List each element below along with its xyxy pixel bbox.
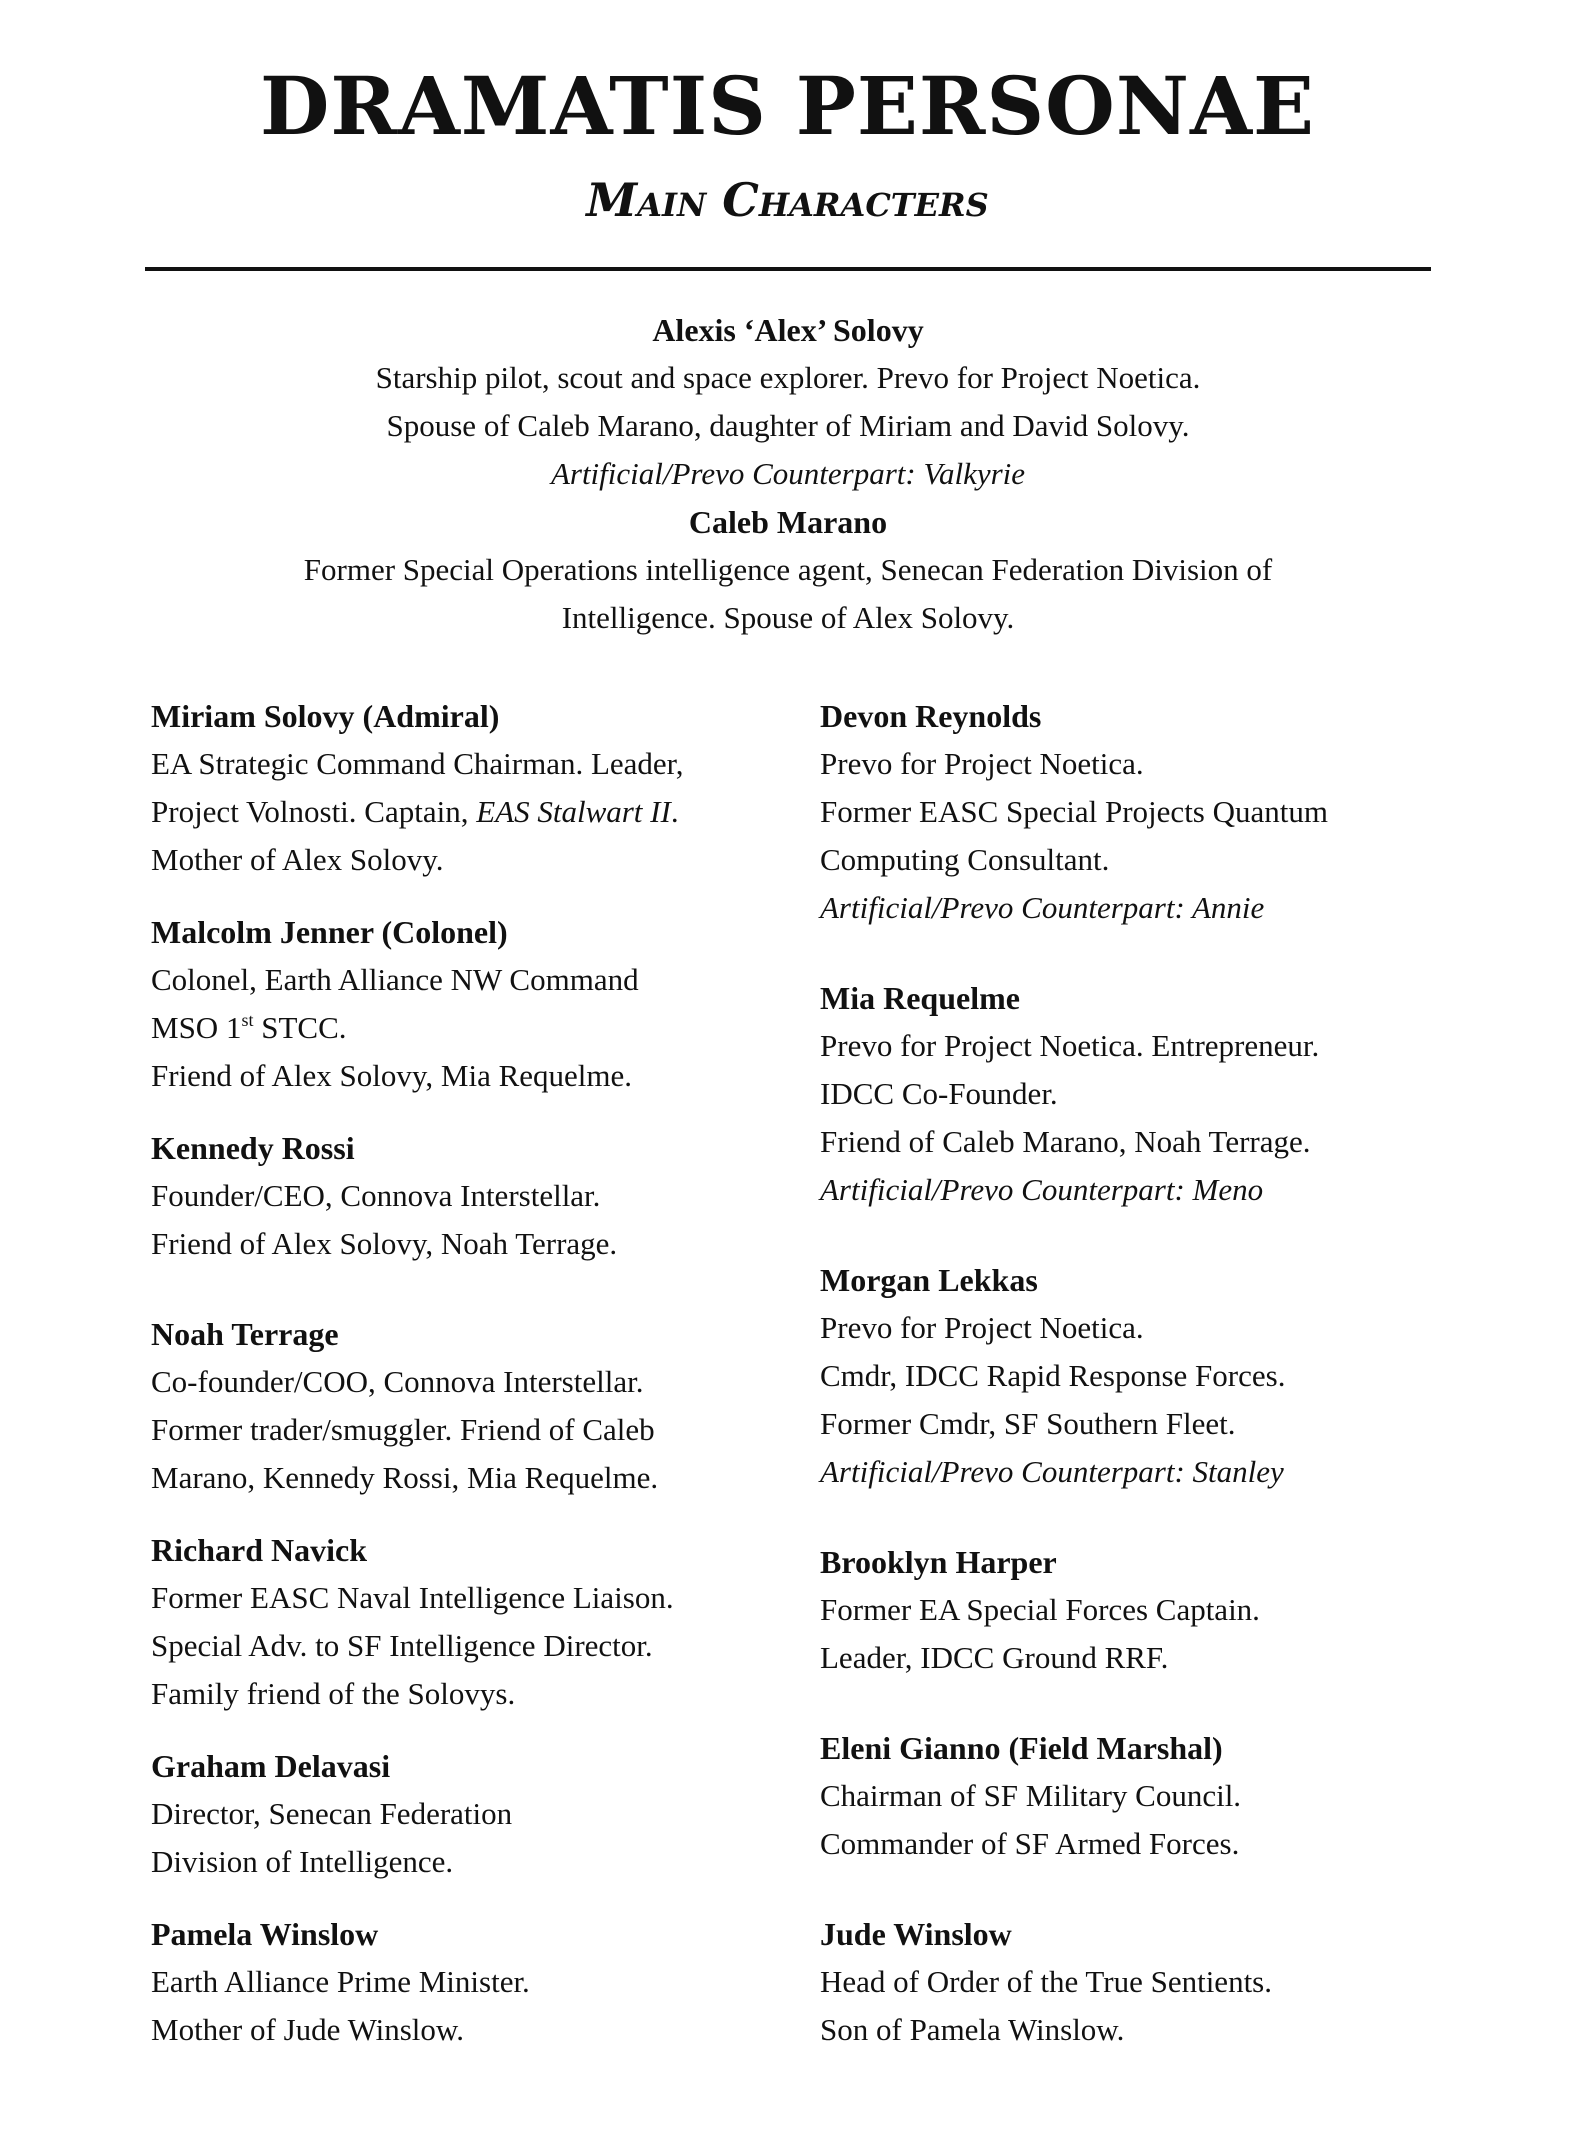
character-line: Intelligence. Spouse of Alex Solovy. (561, 600, 1015, 635)
character-line: Spouse of Caleb Marano, daughter of Miriam and David Solovy. (386, 408, 1190, 443)
character-line: EA Strategic Command Chairman. Leader, (151, 746, 684, 781)
character-line: Marano, Kennedy Rossi, Mia Requelme. (151, 1460, 659, 1495)
character-entry (820, 1256, 1440, 1496)
character-line: Cmdr, IDCC Rapid Response Forces. (820, 1358, 1286, 1393)
character-line: Former EASC Special Projects Quantum (820, 794, 1328, 829)
character-name: Pamela Winslow (151, 1916, 379, 1952)
character-line-text: STCC. (253, 1010, 347, 1045)
character-name: Caleb Marano (688, 504, 888, 540)
character-line-text: MSO 1 (151, 1010, 242, 1045)
character-name: Devon Reynolds (820, 698, 1042, 734)
ship-name: EAS Stalwart II (476, 794, 671, 829)
character-line: Co-founder/COO, Connova Interstellar. (151, 1364, 644, 1399)
character-entry (151, 1910, 791, 2054)
character-line: Friend of Alex Solovy, Noah Terrage. (151, 1226, 618, 1261)
character-line: Former Special Operations intelligence agent, Senecan Federation Division of (303, 552, 1273, 587)
character-name: Graham Delavasi (151, 1748, 391, 1784)
character-counterpart: Artificial/Prevo Counterpart: Annie (820, 890, 1265, 925)
character-counterpart: Artificial/Prevo Counterpart: Stanley (820, 1454, 1284, 1489)
character-line: Former trader/smuggler. Friend of Caleb (151, 1412, 655, 1447)
character-name: Brooklyn Harper (820, 1544, 1057, 1580)
character-name: Richard Navick (151, 1532, 367, 1568)
character-line: Founder/CEO, Connova Interstellar. (151, 1178, 601, 1213)
character-line: Mother of Jude Winslow. (151, 2012, 465, 2047)
ordinal-superscript: st (241, 1010, 254, 1030)
character-line-text: Project Volnosti. Captain, (151, 794, 477, 829)
character-entry (151, 1526, 791, 1718)
character-name: Morgan Lekkas (820, 1262, 1038, 1298)
character-line: Commander of SF Armed Forces. (820, 1826, 1240, 1861)
character-line: Leader, IDCC Ground RRF. (820, 1640, 1169, 1675)
character-name: Jude Winslow (820, 1916, 1012, 1952)
character-name: Mia Requelme (820, 980, 1020, 1016)
character-entry (820, 692, 1440, 932)
character-entry (151, 908, 791, 1100)
character-line: Earth Alliance Prime Minister. (151, 1964, 530, 1999)
character-line: Friend of Caleb Marano, Noah Terrage. (820, 1124, 1311, 1159)
character-line: Prevo for Project Noetica. Entrepreneur. (820, 1028, 1320, 1063)
character-line: Head of Order of the True Sentients. (820, 1964, 1272, 1999)
character-line: Friend of Alex Solovy, Mia Requelme. (151, 1058, 633, 1093)
character-counterpart: Artificial/Prevo Counterpart: Meno (820, 1172, 1264, 1207)
character-line: Son of Pamela Winslow. (820, 2012, 1125, 2047)
page-title: DRAMATIS PERSONAE (259, 59, 1315, 153)
character-line: Prevo for Project Noetica. (820, 1310, 1144, 1345)
character-name: Alexis ‘Alex’ Solovy (652, 312, 924, 348)
character-line: Mother of Alex Solovy. (151, 842, 444, 877)
character-line: Family friend of the Solovys. (151, 1676, 516, 1711)
character-name: Eleni Gianno (Field Marshal) (820, 1730, 1223, 1766)
character-entry (820, 1538, 1440, 1682)
character-name: Malcolm Jenner (Colonel) (151, 914, 508, 950)
character-entry (820, 974, 1440, 1214)
character-entry (151, 1310, 791, 1502)
character-line: Starship pilot, scout and space explorer. Prevo for Project Noetica. (375, 360, 1201, 395)
character-entry (151, 1124, 791, 1268)
character-line: Former Cmdr, SF Southern Fleet. (820, 1406, 1236, 1441)
left-character-column (151, 692, 791, 2054)
main-characters-block (145, 306, 1431, 642)
character-name: Kennedy Rossi (151, 1130, 355, 1166)
character-line: IDCC Co-Founder. (820, 1076, 1058, 1111)
title-divider (145, 267, 1431, 271)
character-line: Colonel, Earth Alliance NW Command (151, 962, 639, 997)
character-name: Miriam Solovy (Admiral) (151, 698, 500, 734)
character-line: Former EA Special Forces Captain. (820, 1592, 1260, 1627)
character-line: Former EASC Naval Intelligence Liaison. (151, 1580, 674, 1615)
character-line: Computing Consultant. (820, 842, 1110, 877)
character-line (151, 788, 791, 836)
character-line: Director, Senecan Federation (151, 1796, 513, 1831)
character-line: Chairman of SF Military Council. (820, 1778, 1242, 1813)
character-name: Noah Terrage (151, 1316, 339, 1352)
character-line: Special Adv. to SF Intelligence Director. (151, 1628, 653, 1663)
ship-suffix: . (670, 794, 679, 829)
character-entry (151, 692, 791, 884)
page-subtitle: Main Characters (586, 173, 989, 227)
right-character-column (820, 692, 1440, 2054)
character-entry (820, 1910, 1440, 2054)
character-line: Prevo for Project Noetica. (820, 746, 1144, 781)
character-line: Division of Intelligence. (151, 1844, 454, 1879)
character-entry (151, 1742, 791, 1886)
character-counterpart: Artificial/Prevo Counterpart: Valkyrie (550, 456, 1026, 491)
character-line (151, 1004, 791, 1052)
character-entry (820, 1724, 1440, 1868)
